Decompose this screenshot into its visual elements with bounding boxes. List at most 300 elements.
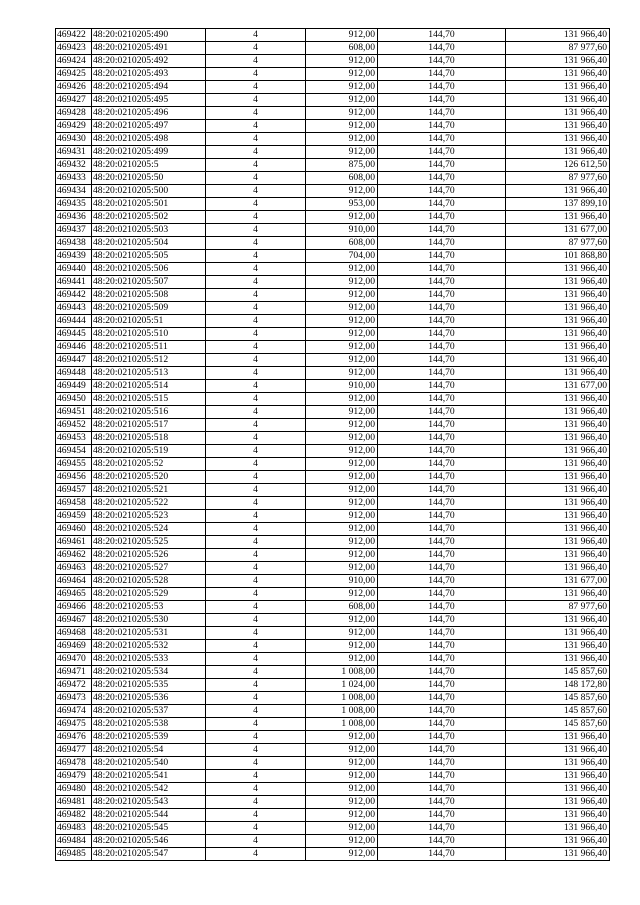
group-cell: 4 [206, 146, 306, 159]
table-row [56, 471, 610, 484]
row-number-cell: 469426 [56, 81, 92, 94]
row-number-cell: 469443 [56, 302, 92, 315]
group-cell: 4 [206, 757, 306, 770]
cadastral-number-cell: 48:20:0210205:52 [92, 458, 206, 471]
specific-value-cell: 144,70 [378, 588, 506, 601]
area-cell: 912,00 [306, 81, 378, 94]
cadastral-value-cell: 131 966,40 [506, 796, 610, 809]
group-cell: 4 [206, 601, 306, 614]
cadastral-value-cell: 131 966,40 [506, 744, 610, 757]
group-cell: 4 [206, 341, 306, 354]
table-row [56, 549, 610, 562]
table-row [56, 211, 610, 224]
cadastral-number-cell: 48:20:0210205:51 [92, 315, 206, 328]
area-cell: 912,00 [306, 640, 378, 653]
specific-value-cell: 144,70 [378, 809, 506, 822]
group-cell: 4 [206, 315, 306, 328]
cadastral-number-cell: 48:20:0210205:510 [92, 328, 206, 341]
group-cell: 4 [206, 783, 306, 796]
specific-value-cell: 144,70 [378, 68, 506, 81]
cadastral-value-cell: 145 857,60 [506, 692, 610, 705]
cadastral-number-cell: 48:20:0210205:529 [92, 588, 206, 601]
cadastral-number-cell: 48:20:0210205:546 [92, 835, 206, 848]
group-cell: 4 [206, 42, 306, 55]
group-cell: 4 [206, 354, 306, 367]
cadastral-number-cell: 48:20:0210205:50 [92, 172, 206, 185]
cadastral-value-cell: 131 966,40 [506, 81, 610, 94]
cadastral-value-cell: 131 966,40 [506, 367, 610, 380]
specific-value-cell: 144,70 [378, 81, 506, 94]
specific-value-cell: 144,70 [378, 185, 506, 198]
row-number-cell: 469428 [56, 107, 92, 120]
cadastral-value-cell: 131 966,40 [506, 809, 610, 822]
group-cell: 4 [206, 81, 306, 94]
group-cell: 4 [206, 198, 306, 211]
area-cell: 910,00 [306, 575, 378, 588]
area-cell: 912,00 [306, 185, 378, 198]
group-cell: 4 [206, 562, 306, 575]
cadastral-value-cell: 131 966,40 [506, 848, 610, 861]
group-cell: 4 [206, 471, 306, 484]
cadastral-value-cell: 131 966,40 [506, 549, 610, 562]
table-row [56, 406, 610, 419]
table-row [56, 367, 610, 380]
table-row [56, 68, 610, 81]
row-number-cell: 469445 [56, 328, 92, 341]
area-cell: 912,00 [306, 289, 378, 302]
cadastral-value-cell: 131 966,40 [506, 523, 610, 536]
area-cell: 912,00 [306, 354, 378, 367]
area-cell: 912,00 [306, 783, 378, 796]
cadastral-value-cell: 131 966,40 [506, 536, 610, 549]
area-cell: 912,00 [306, 549, 378, 562]
group-cell: 4 [206, 393, 306, 406]
cadastral-value-cell: 131 966,40 [506, 341, 610, 354]
table-row [56, 328, 610, 341]
row-number-cell: 469455 [56, 458, 92, 471]
area-cell: 912,00 [306, 432, 378, 445]
table-row [56, 510, 610, 523]
area-cell: 875,00 [306, 159, 378, 172]
specific-value-cell: 144,70 [378, 289, 506, 302]
group-cell: 4 [206, 94, 306, 107]
table-row [56, 185, 610, 198]
area-cell: 912,00 [306, 627, 378, 640]
cadastral-number-cell: 48:20:0210205:513 [92, 367, 206, 380]
specific-value-cell: 144,70 [378, 432, 506, 445]
area-cell: 1 024,00 [306, 679, 378, 692]
cadastral-number-cell: 48:20:0210205:506 [92, 263, 206, 276]
table-row [56, 588, 610, 601]
specific-value-cell: 144,70 [378, 848, 506, 861]
group-cell: 4 [206, 120, 306, 133]
specific-value-cell: 144,70 [378, 536, 506, 549]
group-cell: 4 [206, 679, 306, 692]
cadastral-value-cell: 101 868,80 [506, 250, 610, 263]
group-cell: 4 [206, 185, 306, 198]
area-cell: 912,00 [306, 328, 378, 341]
cadastral-value-cell: 131 966,40 [506, 614, 610, 627]
row-number-cell: 469425 [56, 68, 92, 81]
cadastral-value-cell: 131 966,40 [506, 627, 610, 640]
table-row [56, 458, 610, 471]
cadastral-number-cell: 48:20:0210205:491 [92, 42, 206, 55]
group-cell: 4 [206, 107, 306, 120]
row-number-cell: 469458 [56, 497, 92, 510]
table-row [56, 419, 610, 432]
group-cell: 4 [206, 367, 306, 380]
cadastral-number-cell: 48:20:0210205:543 [92, 796, 206, 809]
row-number-cell: 469478 [56, 757, 92, 770]
table-row [56, 770, 610, 783]
table-row [56, 783, 610, 796]
table-row [56, 276, 610, 289]
row-number-cell: 469427 [56, 94, 92, 107]
cadastral-value-cell: 131 966,40 [506, 302, 610, 315]
specific-value-cell: 144,70 [378, 471, 506, 484]
cadastral-number-cell: 48:20:0210205:496 [92, 107, 206, 120]
cadastral-number-cell: 48:20:0210205:534 [92, 666, 206, 679]
row-number-cell: 469466 [56, 601, 92, 614]
specific-value-cell: 144,70 [378, 29, 506, 42]
area-cell: 912,00 [306, 315, 378, 328]
row-number-cell: 469438 [56, 237, 92, 250]
area-cell: 608,00 [306, 172, 378, 185]
cadastral-value-cell: 131 966,40 [506, 94, 610, 107]
specific-value-cell: 144,70 [378, 458, 506, 471]
area-cell: 912,00 [306, 276, 378, 289]
specific-value-cell: 144,70 [378, 835, 506, 848]
area-cell: 912,00 [306, 55, 378, 68]
area-cell: 912,00 [306, 653, 378, 666]
table-row [56, 55, 610, 68]
specific-value-cell: 144,70 [378, 718, 506, 731]
table-row [56, 315, 610, 328]
area-cell: 912,00 [306, 835, 378, 848]
group-cell: 4 [206, 497, 306, 510]
table-row [56, 627, 610, 640]
row-number-cell: 469454 [56, 445, 92, 458]
table-row [56, 705, 610, 718]
row-number-cell: 469430 [56, 133, 92, 146]
group-cell: 4 [206, 432, 306, 445]
row-number-cell: 469451 [56, 406, 92, 419]
cadastral-number-cell: 48:20:0210205:542 [92, 783, 206, 796]
area-cell: 912,00 [306, 822, 378, 835]
table-row [56, 42, 610, 55]
cadastral-value-cell: 131 966,40 [506, 497, 610, 510]
table-row [56, 497, 610, 510]
row-number-cell: 469469 [56, 640, 92, 653]
group-cell: 4 [206, 536, 306, 549]
table-row [56, 848, 610, 861]
table-row [56, 484, 610, 497]
area-cell: 912,00 [306, 29, 378, 42]
group-cell: 4 [206, 575, 306, 588]
specific-value-cell: 144,70 [378, 107, 506, 120]
area-cell: 912,00 [306, 744, 378, 757]
specific-value-cell: 144,70 [378, 55, 506, 68]
area-cell: 912,00 [306, 211, 378, 224]
area-cell: 912,00 [306, 614, 378, 627]
row-number-cell: 469484 [56, 835, 92, 848]
row-number-cell: 469468 [56, 627, 92, 640]
row-number-cell: 469477 [56, 744, 92, 757]
area-cell: 608,00 [306, 42, 378, 55]
cadastral-number-cell: 48:20:0210205:511 [92, 341, 206, 354]
row-number-cell: 469433 [56, 172, 92, 185]
area-cell: 1 008,00 [306, 666, 378, 679]
area-cell: 912,00 [306, 497, 378, 510]
specific-value-cell: 144,70 [378, 198, 506, 211]
group-cell: 4 [206, 692, 306, 705]
cadastral-value-cell: 87 977,60 [506, 237, 610, 250]
cadastral-number-cell: 48:20:0210205:535 [92, 679, 206, 692]
cadastral-value-cell: 131 966,40 [506, 471, 610, 484]
cadastral-number-cell: 48:20:0210205:539 [92, 731, 206, 744]
table-row [56, 744, 610, 757]
area-cell: 912,00 [306, 510, 378, 523]
cadastral-value-cell: 131 966,40 [506, 510, 610, 523]
area-cell: 912,00 [306, 263, 378, 276]
group-cell: 4 [206, 731, 306, 744]
area-cell: 704,00 [306, 250, 378, 263]
specific-value-cell: 144,70 [378, 315, 506, 328]
row-number-cell: 469462 [56, 549, 92, 562]
specific-value-cell: 144,70 [378, 224, 506, 237]
specific-value-cell: 144,70 [378, 146, 506, 159]
group-cell: 4 [206, 718, 306, 731]
group-cell: 4 [206, 796, 306, 809]
table-row [56, 146, 610, 159]
cadastral-value-cell: 131 966,40 [506, 484, 610, 497]
row-number-cell: 469429 [56, 120, 92, 133]
row-number-cell: 469440 [56, 263, 92, 276]
specific-value-cell: 144,70 [378, 523, 506, 536]
row-number-cell: 469481 [56, 796, 92, 809]
specific-value-cell: 144,70 [378, 796, 506, 809]
row-number-cell: 469480 [56, 783, 92, 796]
group-cell: 4 [206, 484, 306, 497]
row-number-cell: 469432 [56, 159, 92, 172]
specific-value-cell: 144,70 [378, 575, 506, 588]
group-cell: 4 [206, 614, 306, 627]
cadastral-value-cell: 131 966,40 [506, 770, 610, 783]
specific-value-cell: 144,70 [378, 770, 506, 783]
row-number-cell: 469482 [56, 809, 92, 822]
cadastral-number-cell: 48:20:0210205:526 [92, 549, 206, 562]
cadastral-number-cell: 48:20:0210205:544 [92, 809, 206, 822]
group-cell: 4 [206, 666, 306, 679]
cadastral-value-cell: 131 966,40 [506, 588, 610, 601]
specific-value-cell: 144,70 [378, 510, 506, 523]
specific-value-cell: 144,70 [378, 757, 506, 770]
group-cell: 4 [206, 406, 306, 419]
row-number-cell: 469474 [56, 705, 92, 718]
specific-value-cell: 144,70 [378, 341, 506, 354]
row-number-cell: 469460 [56, 523, 92, 536]
specific-value-cell: 144,70 [378, 497, 506, 510]
cadastral-value-cell: 87 977,60 [506, 601, 610, 614]
row-number-cell: 469447 [56, 354, 92, 367]
row-number-cell: 469442 [56, 289, 92, 302]
cadastral-value-cell: 131 966,40 [506, 185, 610, 198]
table-row [56, 289, 610, 302]
cadastral-value-cell: 131 966,40 [506, 55, 610, 68]
group-cell: 4 [206, 328, 306, 341]
row-number-cell: 469423 [56, 42, 92, 55]
cadastral-number-cell: 48:20:0210205:538 [92, 718, 206, 731]
cadastral-value-cell: 131 966,40 [506, 445, 610, 458]
table-row [56, 172, 610, 185]
table-row [56, 159, 610, 172]
row-number-cell: 469449 [56, 380, 92, 393]
row-number-cell: 469431 [56, 146, 92, 159]
specific-value-cell: 144,70 [378, 484, 506, 497]
cadastral-number-cell: 48:20:0210205:547 [92, 848, 206, 861]
area-cell: 912,00 [306, 107, 378, 120]
row-number-cell: 469471 [56, 666, 92, 679]
cadastral-number-cell: 48:20:0210205:530 [92, 614, 206, 627]
cadastral-number-cell: 48:20:0210205:527 [92, 562, 206, 575]
row-number-cell: 469461 [56, 536, 92, 549]
group-cell: 4 [206, 302, 306, 315]
specific-value-cell: 144,70 [378, 42, 506, 55]
cadastral-value-cell: 126 612,50 [506, 159, 610, 172]
row-number-cell: 469463 [56, 562, 92, 575]
cadastral-value-cell: 131 966,40 [506, 263, 610, 276]
table-row [56, 237, 610, 250]
cadastral-value-cell: 131 966,40 [506, 315, 610, 328]
cadastral-number-cell: 48:20:0210205:53 [92, 601, 206, 614]
cadastral-value-cell: 131 677,00 [506, 224, 610, 237]
area-cell: 912,00 [306, 419, 378, 432]
cadastral-value-cell: 131 966,40 [506, 276, 610, 289]
cadastral-value-cell: 145 857,60 [506, 705, 610, 718]
cadastral-number-cell: 48:20:0210205:540 [92, 757, 206, 770]
cadastral-value-cell: 131 966,40 [506, 458, 610, 471]
specific-value-cell: 144,70 [378, 419, 506, 432]
cadastral-number-cell: 48:20:0210205:501 [92, 198, 206, 211]
cadastral-number-cell: 48:20:0210205:528 [92, 575, 206, 588]
area-cell: 912,00 [306, 536, 378, 549]
table-row [56, 640, 610, 653]
specific-value-cell: 144,70 [378, 445, 506, 458]
cadastral-number-cell: 48:20:0210205:523 [92, 510, 206, 523]
cadastral-value-cell: 131 966,40 [506, 640, 610, 653]
cadastral-number-cell: 48:20:0210205:531 [92, 627, 206, 640]
cadastral-value-cell: 131 966,40 [506, 653, 610, 666]
cadastral-value-cell: 131 966,40 [506, 133, 610, 146]
group-cell: 4 [206, 211, 306, 224]
cadastral-value-cell: 131 966,40 [506, 835, 610, 848]
table-row [56, 393, 610, 406]
area-cell: 1 008,00 [306, 692, 378, 705]
specific-value-cell: 144,70 [378, 614, 506, 627]
cadastral-value-cell: 131 677,00 [506, 380, 610, 393]
area-cell: 912,00 [306, 94, 378, 107]
cadastral-number-cell: 48:20:0210205:545 [92, 822, 206, 835]
row-number-cell: 469446 [56, 341, 92, 354]
area-cell: 912,00 [306, 445, 378, 458]
table-row [56, 796, 610, 809]
area-cell: 912,00 [306, 302, 378, 315]
area-cell: 608,00 [306, 237, 378, 250]
table-row [56, 432, 610, 445]
area-cell: 912,00 [306, 757, 378, 770]
cadastral-value-cell: 131 966,40 [506, 406, 610, 419]
table-row [56, 809, 610, 822]
cadastral-number-cell: 48:20:0210205:532 [92, 640, 206, 653]
row-number-cell: 469479 [56, 770, 92, 783]
cadastral-value-cell: 137 899,10 [506, 198, 610, 211]
cadastral-number-cell: 48:20:0210205:505 [92, 250, 206, 263]
cadastral-number-cell: 48:20:0210205:525 [92, 536, 206, 549]
row-number-cell: 469465 [56, 588, 92, 601]
cadastral-number-cell: 48:20:0210205:541 [92, 770, 206, 783]
group-cell: 4 [206, 68, 306, 81]
cadastral-value-cell: 87 977,60 [506, 42, 610, 55]
cadastral-number-cell: 48:20:0210205:521 [92, 484, 206, 497]
table-row [56, 666, 610, 679]
specific-value-cell: 144,70 [378, 705, 506, 718]
table-row [56, 536, 610, 549]
cadastral-value-cell: 131 966,40 [506, 328, 610, 341]
cadastral-number-cell: 48:20:0210205:515 [92, 393, 206, 406]
area-cell: 912,00 [306, 796, 378, 809]
specific-value-cell: 144,70 [378, 120, 506, 133]
table-row [56, 692, 610, 705]
row-number-cell: 469448 [56, 367, 92, 380]
area-cell: 912,00 [306, 848, 378, 861]
group-cell: 4 [206, 263, 306, 276]
table-row [56, 107, 610, 120]
cadastral-value-cell: 131 966,40 [506, 289, 610, 302]
row-number-cell: 469472 [56, 679, 92, 692]
row-number-cell: 469483 [56, 822, 92, 835]
specific-value-cell: 144,70 [378, 172, 506, 185]
specific-value-cell: 144,70 [378, 380, 506, 393]
cadastral-number-cell: 48:20:0210205:520 [92, 471, 206, 484]
cadastral-number-cell: 48:20:0210205:524 [92, 523, 206, 536]
group-cell: 4 [206, 848, 306, 861]
cadastral-number-cell: 48:20:0210205:508 [92, 289, 206, 302]
table-row [56, 224, 610, 237]
area-cell: 912,00 [306, 406, 378, 419]
table-row [56, 679, 610, 692]
cadastral-value-cell: 145 857,60 [506, 666, 610, 679]
group-cell: 4 [206, 445, 306, 458]
area-cell: 912,00 [306, 68, 378, 81]
specific-value-cell: 144,70 [378, 367, 506, 380]
area-cell: 953,00 [306, 198, 378, 211]
specific-value-cell: 144,70 [378, 666, 506, 679]
area-cell: 608,00 [306, 601, 378, 614]
cadastral-number-cell: 48:20:0210205:493 [92, 68, 206, 81]
cadastral-number-cell: 48:20:0210205:504 [92, 237, 206, 250]
cadastral-number-cell: 48:20:0210205:537 [92, 705, 206, 718]
cadastral-value-cell: 131 966,40 [506, 432, 610, 445]
cadastral-value-cell: 131 966,40 [506, 29, 610, 42]
cadastral-number-cell: 48:20:0210205:502 [92, 211, 206, 224]
specific-value-cell: 144,70 [378, 250, 506, 263]
cadastral-number-cell: 48:20:0210205:522 [92, 497, 206, 510]
cadastral-value-cell: 131 966,40 [506, 822, 610, 835]
table-row [56, 835, 610, 848]
group-cell: 4 [206, 627, 306, 640]
cadastral-number-cell: 48:20:0210205:509 [92, 302, 206, 315]
specific-value-cell: 144,70 [378, 692, 506, 705]
